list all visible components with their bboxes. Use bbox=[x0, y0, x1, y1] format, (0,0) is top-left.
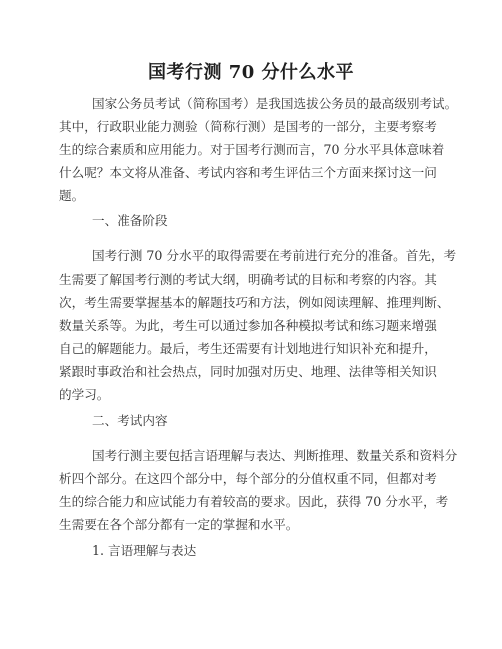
paragraph-line: 国家公务员考试（简称国考）是我国选拔公务员的最高级别考试。 bbox=[92, 96, 458, 111]
paragraph-line: 生的综合素质和应用能力。对于国考行测而言，70 分水平具体意味着 bbox=[59, 142, 445, 157]
paragraph-line: 的学习。 bbox=[59, 387, 110, 402]
paragraph-line: 题。 bbox=[59, 188, 85, 203]
paragraph-line: 生需要了解国考行测的考试大纲，明确考试的目标和考察的内容。其 bbox=[59, 272, 437, 287]
paragraph-line: 紧跟时事政治和社会热点，同时加强对历史、地理、法律等相关知识 bbox=[59, 364, 437, 379]
paragraph-line: 什么呢？本文将从准备、考试内容和考生评估三个方面来探讨这一问 bbox=[59, 165, 437, 180]
document-title: 国考行测 70 分什么水平 bbox=[147, 62, 355, 83]
paragraph-line: 国考行测主要包括言语理解与表达、判断推理、数量关系和资料分 bbox=[92, 448, 458, 463]
paragraph-line: 生的综合能力和应试能力有着较高的要求。因此，获得 70 分水平，考 bbox=[59, 494, 449, 509]
paragraph-line: 析四个部分。在这四个部分中，每个部分的分值权重不同，但都对考 bbox=[59, 471, 437, 486]
paragraph-line: 自己的解题能力。最后，考生还需要有计划地进行知识补充和提升， bbox=[59, 341, 437, 356]
paragraph-line: 生需要在各个部分都有一定的掌握和水平。 bbox=[59, 517, 299, 532]
paragraph-line: 其中，行政职业能力测验（简称行测）是国考的一部分，主要考察考 bbox=[59, 119, 437, 134]
section-heading: 一、准备阶段 bbox=[92, 213, 168, 228]
section-heading: 二、考试内容 bbox=[92, 413, 168, 428]
paragraph-line: 次，考生需要掌握基本的解题技巧和方法，例如阅读理解、推理判断、 bbox=[59, 295, 450, 310]
paragraph-line: 国考行测 70 分水平的取得需要在考前进行充分的准备。首先，考 bbox=[92, 248, 457, 263]
subsection-heading: 1. 言语理解与表达 bbox=[92, 543, 197, 558]
paragraph-line: 数量关系等。为此，考生可以通过参加各种模拟考试和练习题来增强 bbox=[59, 318, 437, 333]
